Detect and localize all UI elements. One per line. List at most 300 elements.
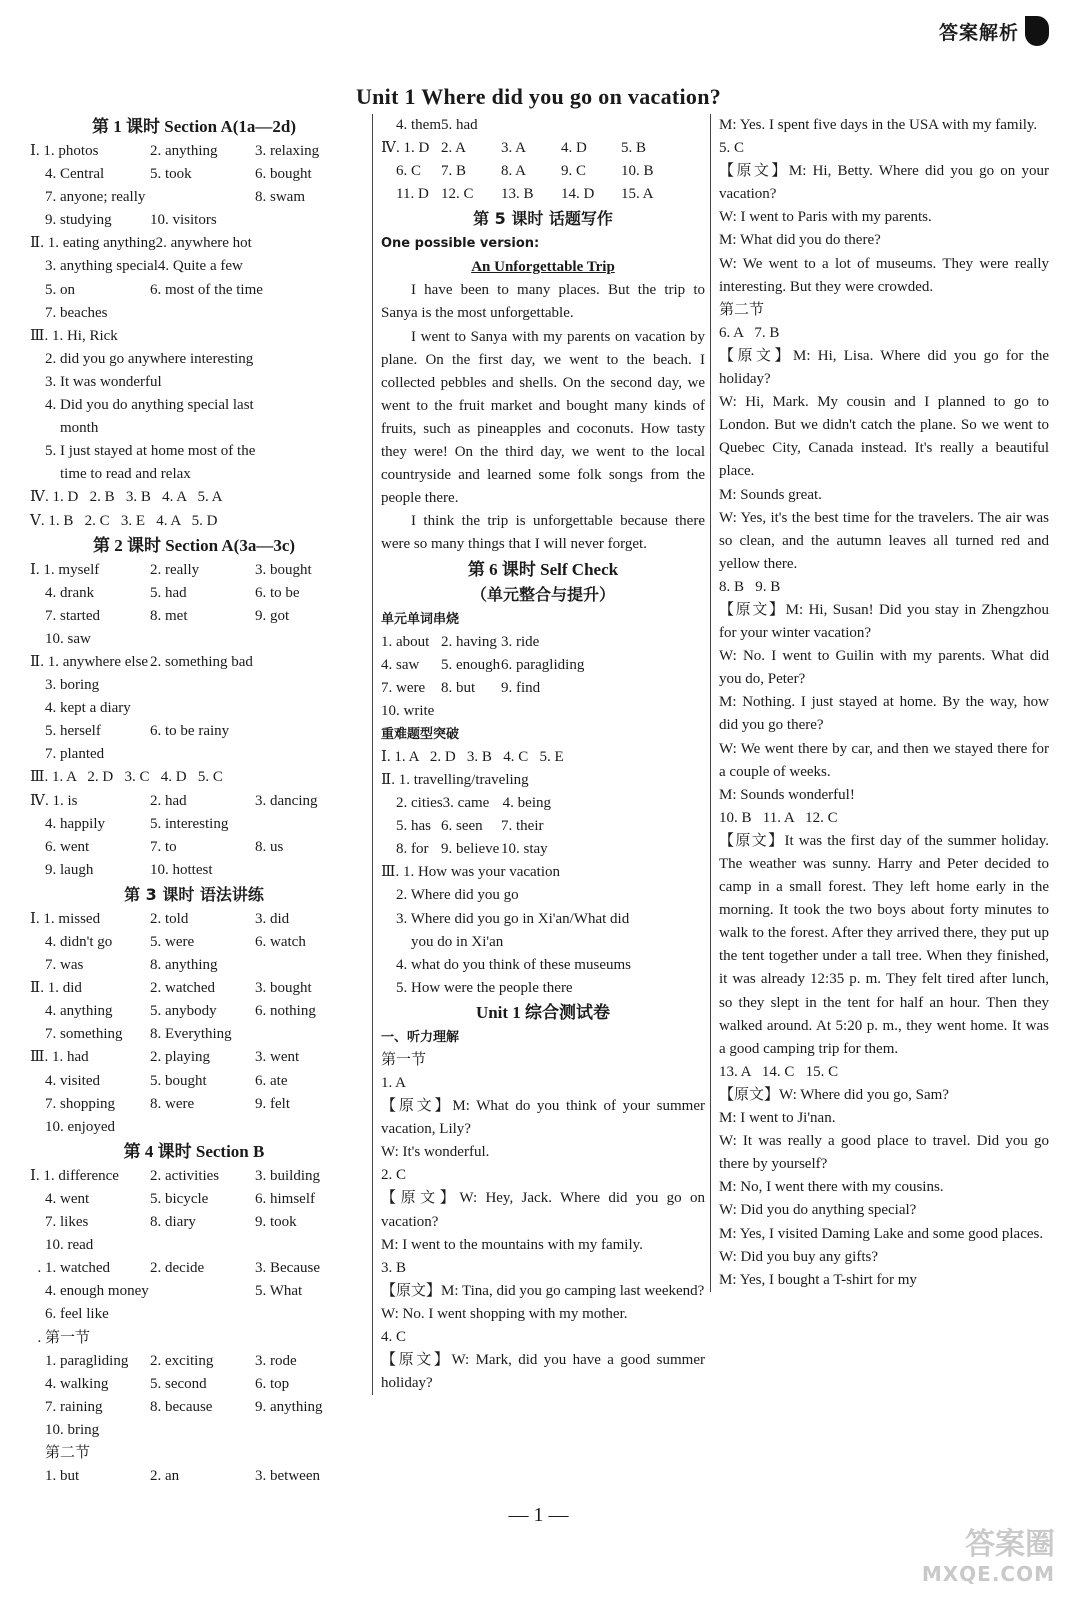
answer-row: [30, 486, 358, 509]
answer-cell: 6. A 7. B: [719, 324, 780, 341]
answer-row: [30, 836, 358, 859]
answer-cell: 10. hottest: [150, 861, 213, 878]
answer-cell: 5. had: [441, 117, 478, 133]
answer-cell: 9. believe: [441, 841, 500, 858]
text-paragraph: 【原文】M: Hi, Betty. Where did you go on your vacation?: [719, 163, 1049, 203]
answer-cell: 3. B: [381, 1259, 407, 1276]
answer-cell: Ⅲ. 1. Hi, Rick: [30, 327, 118, 344]
answer-cell: [255, 1023, 355, 1046]
answer-cell: 5. bought: [150, 1072, 207, 1089]
answer-cell: 9. C: [561, 163, 587, 180]
answer-cell: [150, 1280, 255, 1303]
answer-cell: you do in Xi'an: [381, 933, 504, 950]
answer-row: [30, 140, 358, 163]
answer-row: [381, 631, 705, 654]
section-heading: 第 5 课时 话题写作: [473, 209, 613, 229]
answer-cell: 6. C: [381, 163, 422, 180]
answer-cell: 4. didn't go: [30, 934, 113, 950]
answer-cell: 7. raining: [30, 1398, 103, 1415]
answer-cell: Ⅱ. 1. anywhere else: [30, 653, 149, 670]
answer-row: [30, 163, 358, 186]
answer-cell: 4. D: [561, 140, 587, 157]
answer-cell: 2. Where did you go: [381, 887, 519, 904]
answer-row: [30, 417, 358, 440]
answer-cell: 3. between: [255, 1468, 320, 1485]
answer-cell: 4. drank: [30, 584, 95, 601]
answer-row: [381, 838, 705, 861]
answer-row: [30, 279, 358, 302]
answer-cell: [501, 114, 561, 137]
page-title: Unit 1 Where did you go on vacation?: [355, 84, 722, 109]
sub-heading: 单元单词串烧: [381, 611, 460, 627]
answer-cell: 9. took: [255, 1214, 297, 1231]
answer-cell: 4. visited: [30, 1072, 100, 1089]
answer-cell: 2. something bad: [150, 653, 253, 670]
answer-row: [719, 137, 1049, 160]
text-paragraph: M: No, I went there with my cousins.: [719, 1179, 944, 1196]
answer-cell: 4. enough money: [30, 1283, 149, 1300]
answer-cell: 11. D: [381, 186, 429, 203]
answer-cell: 2. watched: [150, 980, 215, 997]
answer-row: [30, 1327, 358, 1350]
answer-row: [30, 1419, 358, 1442]
answer-cell: Ⅰ. 1. difference: [30, 1167, 119, 1184]
answer-cell: month: [30, 420, 99, 437]
answer-row: [30, 1023, 358, 1046]
answer-cell: 4. went: [30, 1190, 90, 1207]
answer-cell: 5. B: [621, 140, 647, 157]
answer-cell: 第二节: [30, 1444, 91, 1461]
answer-row: [30, 1165, 358, 1188]
answer-row: [719, 807, 1049, 830]
answer-row: [719, 1061, 1049, 1084]
text-paragraph: I went to Sanya with my parents on vacation by plane. On the first day, we went to the beach. I collected pebbles and shells. On the second day, we went to the fruit market and bought many kinds of fruits, such as pineapples and coconuts. How tasty they were! On the third day, we went to the local countryside and learned some folk songs from the people there.: [381, 328, 705, 507]
answer-cell: [255, 209, 355, 232]
answer-cell: Ⅰ. 1. myself: [30, 561, 100, 578]
text-paragraph: W: Did you buy any gifts?: [719, 1248, 879, 1265]
answer-row: [30, 697, 358, 720]
answer-cell: 第二节: [719, 301, 765, 318]
answer-cell: 5. enough: [441, 656, 501, 673]
text-paragraph: 【原文】M: Tina, did you go camping last weekend?: [381, 1282, 705, 1299]
sub-heading: 重难题型突破: [381, 726, 460, 742]
answer-row: [30, 209, 358, 232]
answer-cell: 4. walking: [30, 1375, 109, 1392]
answer-row: [381, 114, 705, 137]
answer-cell: 5. interesting: [150, 815, 229, 832]
text-paragraph: W: We went there by car, and then we stayed there for a couple of weeks.: [719, 740, 1049, 780]
answer-cell: 8. for: [381, 841, 429, 858]
text-paragraph: W: It was really a good place to travel. Did you go there by yourself?: [719, 1133, 1049, 1173]
answer-cell: 7. was: [30, 957, 84, 974]
section-heading: 第 1 课时 Section A(1a—2d): [92, 117, 296, 136]
answer-cell: 12. C: [441, 186, 474, 203]
text-paragraph: M: Yes, I visited Daming Lake and some good places.: [719, 1225, 1044, 1242]
answer-cell: 3. went: [255, 1049, 300, 1066]
answer-cell: 3. Because: [255, 1260, 320, 1277]
answer-cell: 6. paragliding: [501, 656, 585, 673]
answer-row: [30, 1070, 358, 1093]
answer-row: [30, 394, 358, 417]
answer-cell: 7. were: [381, 679, 426, 696]
answer-row: [30, 1188, 358, 1211]
text-paragraph: I think the trip is unforgettable because there were so many things that I will never forget.: [381, 513, 705, 553]
answer-cell: 2. really: [150, 561, 200, 578]
answer-row: [381, 815, 705, 838]
answer-cell: 2. playing: [150, 1049, 210, 1066]
section-heading: Unit 1 综合测试卷: [475, 1002, 611, 1022]
answer-cell: . 第一节: [30, 1329, 91, 1346]
answer-row: [30, 605, 358, 628]
answer-row: [30, 1000, 358, 1023]
answer-cell: 8. anything: [150, 957, 218, 974]
answer-cell: 8. met: [150, 607, 188, 624]
answer-cell: 2. anything: [150, 143, 218, 159]
answer-cell: 10. B 11. A 12. C: [719, 809, 838, 826]
answer-row: [381, 1326, 705, 1349]
answer-row: [30, 1257, 358, 1280]
answer-row: [30, 348, 358, 371]
answer-cell: 2. decide: [150, 1260, 205, 1277]
answer-cell: 3. anything special: [30, 258, 158, 275]
text-paragraph: M: Sounds wonderful!: [719, 786, 855, 803]
answer-cell: Ⅳ. 1. is: [30, 792, 78, 809]
answer-row: [30, 325, 358, 348]
answer-cell: 5. herself: [30, 723, 101, 740]
answer-cell: 7. shopping: [30, 1095, 116, 1112]
answer-cell: 4. what do you think of these museums: [381, 956, 631, 973]
answer-row: [381, 908, 705, 931]
answer-cell: 9. felt: [255, 1095, 290, 1112]
answer-cell: 5. bicycle: [150, 1190, 209, 1207]
answer-cell: 4. them: [381, 117, 441, 133]
section-heading: 第 2 课时 Section A(3a—3c): [92, 535, 296, 555]
section-heading: 第 6 课时 Self Check: [467, 559, 619, 579]
header-tag: [939, 16, 1049, 46]
answer-row: [30, 628, 358, 651]
text-paragraph: M: Yes. I spent five days in the USA with my family.: [719, 117, 1038, 133]
text-paragraph: 【原文】M: Hi, Susan! Did you stay in Zhengzhou for your winter vacation?: [719, 601, 1049, 642]
answer-cell: [150, 186, 255, 209]
answer-cell: 14. D: [561, 186, 595, 203]
answer-cell: 3. rode: [255, 1352, 297, 1369]
header-tag-label: 答案解析: [938, 21, 1019, 44]
answer-cell: 9. find: [501, 679, 541, 696]
answer-cell: Ⅰ. 1. missed: [30, 910, 101, 927]
answer-cell: 5. had: [150, 584, 187, 601]
answer-row: [30, 931, 358, 954]
answer-row: [30, 651, 358, 674]
text-paragraph: 【原文】W: Where did you go, Sam?: [719, 1086, 949, 1103]
answer-cell: 4. Quite a few: [157, 258, 243, 275]
answer-cell: 4. Did you do anything special last: [30, 397, 254, 414]
answer-cell: 3. boring: [30, 677, 100, 694]
text-paragraph: W: Did you do anything special?: [719, 1202, 917, 1219]
section-heading: 第 3 课时 语法讲练: [124, 884, 264, 904]
text-paragraph: M: Sounds great.: [719, 486, 822, 503]
answer-cell: 2. told: [150, 910, 189, 927]
answer-cell: 10. saw: [30, 630, 91, 647]
answer-cell: 3. It was wonderful: [30, 373, 162, 390]
answer-row: [381, 746, 705, 769]
answer-cell: 7. their: [501, 818, 544, 835]
answer-cell: 5. What: [255, 1283, 303, 1300]
answer-cell: 7. anyone; really: [30, 189, 146, 206]
answer-cell: . 1. watched: [30, 1260, 110, 1277]
text-paragraph: I have been to many places. But the trip to Sanya is the most unforgettable.: [381, 282, 705, 322]
answer-cell: 4. happily: [30, 815, 105, 832]
answer-cell: [255, 954, 355, 977]
answer-cell: 5. C: [719, 140, 745, 157]
answer-cell: Ⅲ. 1. A 2. D 3. C 4. D 5. C: [30, 769, 223, 786]
answer-row: [381, 792, 705, 815]
answer-cell: 4. C: [381, 1329, 407, 1346]
answer-row: [381, 977, 705, 1000]
answer-cell: 8. but: [441, 679, 476, 696]
answer-cell: 10. stay: [501, 841, 548, 858]
answer-row: [30, 977, 358, 1000]
answer-cell: 5. I just stayed at home most of the: [30, 443, 256, 460]
answer-row: [381, 700, 705, 723]
text-paragraph: W: Hi, Mark. My cousin and I planned to go to London. But we didn't catch the plane. So we went to Quebec City, Canada instead. It's really a beautiful place.: [719, 394, 1049, 480]
answer-cell: 2. cities: [381, 795, 443, 812]
answer-cell: 2. A: [441, 140, 467, 157]
answer-row: [381, 884, 705, 907]
answer-cell: time to read and relax: [30, 466, 191, 483]
answer-cell: 6. went: [30, 838, 90, 855]
answer-cell: 5. anybody: [150, 1003, 217, 1020]
answer-row: [30, 674, 358, 697]
answer-row: [30, 1373, 358, 1396]
answer-cell: 1. but: [30, 1468, 80, 1485]
section-heading: 第 4 课时 Section B: [123, 1141, 265, 1161]
answer-row: [30, 743, 358, 766]
answer-row: [30, 1280, 358, 1303]
header-tab-icon: [1025, 16, 1049, 46]
answer-cell: 7. something: [30, 1026, 123, 1043]
text-paragraph: M: I went to Ji'nan.: [719, 1110, 836, 1127]
text-paragraph: W: Yes, it's the best time for the travelers. The air was so clean, and the autumn leaves all turned red and yellow there.: [719, 509, 1049, 572]
answer-cell: [255, 859, 355, 882]
text-paragraph: W: I went to Paris with my parents.: [719, 209, 932, 226]
answer-cell: 9. laugh: [30, 861, 94, 878]
answer-cell: 8. were: [150, 1095, 195, 1112]
answer-cell: 10. visitors: [150, 212, 217, 229]
answer-cell: 3. bought: [255, 561, 312, 578]
answer-cell: 1. paragliding: [30, 1352, 129, 1369]
answer-row: [30, 582, 358, 605]
text-paragraph: M: Yes, I bought a T-shirt for my: [719, 1271, 917, 1288]
answer-cell: 2. having: [441, 633, 497, 650]
answer-row: [381, 183, 705, 206]
answer-cell: 7. B: [441, 163, 467, 180]
column-3: [710, 114, 1049, 1292]
answer-row: [30, 302, 358, 325]
answer-cell: 13. A 14. C 15. C: [719, 1063, 839, 1080]
answer-cell: 1. about: [381, 633, 430, 650]
answer-cell: 3. Where did you go in Xi'an/What did: [381, 910, 630, 927]
answer-cell: 2. activities: [150, 1167, 220, 1184]
answer-row: [719, 299, 1049, 322]
answer-cell: Ⅳ. 1. D: [381, 140, 430, 157]
answer-cell: 8. B 9. B: [719, 578, 781, 595]
text-paragraph: M: What did you do there?: [719, 232, 881, 249]
answer-cell: 7. to: [150, 838, 177, 855]
answer-cell: 9. anything: [255, 1398, 323, 1415]
answer-cell: 3. ride: [501, 633, 540, 650]
text-paragraph: 【原文】M: Hi, Lisa. Where did you go for the holiday?: [719, 347, 1049, 388]
answer-cell: 3. bought: [255, 980, 312, 997]
answer-row: [30, 232, 358, 255]
answer-cell: [255, 813, 355, 836]
answer-row: [30, 1465, 358, 1488]
answer-row: [30, 510, 358, 533]
answer-cell: 2. anywhere hot: [155, 235, 252, 252]
answer-cell: 5. were: [150, 934, 195, 950]
answer-cell: 10. write: [381, 702, 435, 719]
text-paragraph: W: It's wonderful.: [381, 1144, 490, 1161]
answer-cell: 5. has: [381, 818, 431, 835]
answer-cell: 6. watch: [255, 934, 306, 950]
answer-cell: 第一节: [381, 1051, 427, 1068]
answer-cell: 4. anything: [30, 1003, 113, 1020]
answer-cell: 10. enjoyed: [30, 1118, 115, 1135]
watermark-top: 答案圈: [965, 1527, 1055, 1562]
answer-cell: 3. A: [501, 140, 527, 157]
answer-cell: 8. A: [501, 163, 527, 180]
answer-cell: 6. ate: [255, 1072, 288, 1089]
answer-cell: Ⅱ. 1. travelling/traveling: [381, 771, 529, 788]
answer-row: [30, 1116, 358, 1139]
answer-cell: Ⅱ. 1. did: [30, 980, 82, 997]
answer-row: [381, 1049, 705, 1072]
answer-cell: 8. diary: [150, 1214, 196, 1231]
answer-cell: 1. A: [381, 1075, 407, 1091]
answer-cell: 5. second: [150, 1375, 207, 1392]
answer-row: [30, 1303, 358, 1326]
answer-cell: 6. seen: [441, 818, 483, 835]
answer-cell: 7. started: [30, 607, 100, 624]
answer-cell: 2. did you go anywhere interesting: [30, 350, 254, 367]
answer-cell: 4. being: [502, 795, 551, 812]
answer-cell: 7. beaches: [30, 304, 108, 321]
column-1: [30, 114, 358, 1488]
answer-row: [30, 1442, 358, 1465]
answer-cell: 5. took: [150, 166, 192, 183]
text-paragraph: 【原文】W: Hey, Jack. Where did you go on vacation?: [381, 1190, 705, 1230]
answer-row: [381, 931, 705, 954]
answer-cell: Ⅱ. 1. eating anything: [30, 235, 156, 252]
answer-cell: 2. had: [150, 792, 187, 809]
answer-cell: 3. dancing: [255, 792, 318, 809]
answer-row: [30, 954, 358, 977]
answer-row: [381, 861, 705, 884]
answer-cell: 4. saw: [381, 656, 420, 673]
answer-cell: 5. How were the people there: [381, 979, 573, 996]
essay-title: An Unforgettable Trip: [471, 259, 615, 276]
answer-cell: 10. bring: [30, 1421, 100, 1438]
watermark-logo: [875, 1528, 1055, 1586]
answer-cell: 3. building: [255, 1167, 321, 1184]
answer-cell: 8. because: [150, 1398, 213, 1415]
answer-row: [719, 322, 1049, 345]
answer-row: [30, 371, 358, 394]
answer-row: [719, 576, 1049, 599]
answer-cell: 6. himself: [255, 1190, 315, 1207]
answer-row: [30, 440, 358, 463]
answer-row: [381, 160, 705, 183]
answer-cell: 2. exciting: [150, 1352, 214, 1369]
answer-row: [30, 790, 358, 813]
answer-cell: 15. A: [621, 186, 654, 203]
sub-heading: 一、听力理解: [381, 1029, 460, 1045]
answer-row: [381, 137, 705, 160]
watermark-bottom: MXQE.COM: [921, 1562, 1055, 1586]
answer-cell: 10. B: [621, 163, 654, 180]
answer-cell: Ⅲ. 1. How was your vacation: [381, 864, 561, 881]
answer-row: [30, 813, 358, 836]
answer-row: [381, 1072, 705, 1095]
answer-cell: 5. on: [30, 281, 75, 298]
answer-cell: Ⅳ. 1. D 2. B 3. B 4. A 5. A: [30, 489, 223, 506]
text-paragraph: 【原文】It was the first day of the summer holiday. The weather was sunny. Harry and Peter decided to camp in a small forest. They left home early in the morning. It took the two boys about forty minutes to walk to the forest. After they arrived there, they put up the tent together under a tall tree. When they finished, it was already 12:35 p. m. They felt tired after lunch, so they slept in the tent for half an hour. Then they walked around. At 5:20 p. m., they went home. It was a good camping trip for them.: [719, 832, 1049, 1057]
sub-heading: One possible version:: [381, 236, 540, 252]
answer-cell: 7. planted: [30, 746, 105, 763]
answer-row: [30, 559, 358, 582]
text-paragraph: W: We went to a lot of museums. They were really interesting. But they were crowded.: [719, 255, 1049, 295]
answer-row: [30, 859, 358, 882]
answer-row: [30, 1093, 358, 1116]
answer-row: [381, 769, 705, 792]
answer-row: [30, 1046, 358, 1069]
page-number: — 1 —: [508, 1504, 569, 1526]
answer-cell: 4. kept a diary: [30, 700, 131, 717]
answer-cell: 2. C: [381, 1167, 407, 1184]
answer-cell: Ⅰ. 1. photos: [30, 143, 99, 159]
answer-cell: 6. nothing: [255, 1003, 316, 1020]
answer-cell: 4. Central: [30, 166, 105, 183]
answer-row: [30, 1396, 358, 1419]
answer-row: [30, 1234, 358, 1257]
text-paragraph: M: I went to the mountains with my family.: [381, 1236, 643, 1253]
answer-cell: 2. an: [150, 1468, 180, 1485]
answer-cell: 13. B: [501, 186, 534, 203]
answer-row: [30, 255, 358, 278]
answer-row: [381, 677, 705, 700]
answer-cell: 9. studying: [30, 212, 112, 229]
answer-row: [381, 654, 705, 677]
text-paragraph: W: No. I went shopping with my mother.: [381, 1305, 628, 1322]
answer-row: [30, 766, 358, 789]
answer-cell: Ⅲ. 1. had: [30, 1049, 89, 1066]
answer-row: [381, 1257, 705, 1280]
answer-cell: 6. most of the time: [150, 281, 263, 298]
answer-cell: 6. to be rainy: [150, 723, 230, 740]
column-2: [372, 114, 705, 1395]
answer-row: [381, 954, 705, 977]
answer-cell: 10. read: [30, 1237, 94, 1254]
answer-row: [30, 186, 358, 209]
answer-cell: Ⅰ. 1. A 2. D 3. B 4. C 5. E: [381, 748, 564, 765]
text-paragraph: W: No. I went to Guilin with my parents. What did you do, Peter?: [719, 648, 1049, 688]
text-paragraph: M: Nothing. I just stayed at home. By the way, how did you go there?: [719, 694, 1049, 734]
answer-cell: 9. got: [255, 607, 290, 624]
answer-cell: 6. to be: [255, 584, 300, 601]
answer-cell: 6. top: [255, 1375, 290, 1392]
answer-cell: 3. relaxing: [255, 143, 320, 159]
answer-cell: 3. did: [255, 910, 290, 927]
answer-cell: 8. swam: [255, 189, 305, 206]
